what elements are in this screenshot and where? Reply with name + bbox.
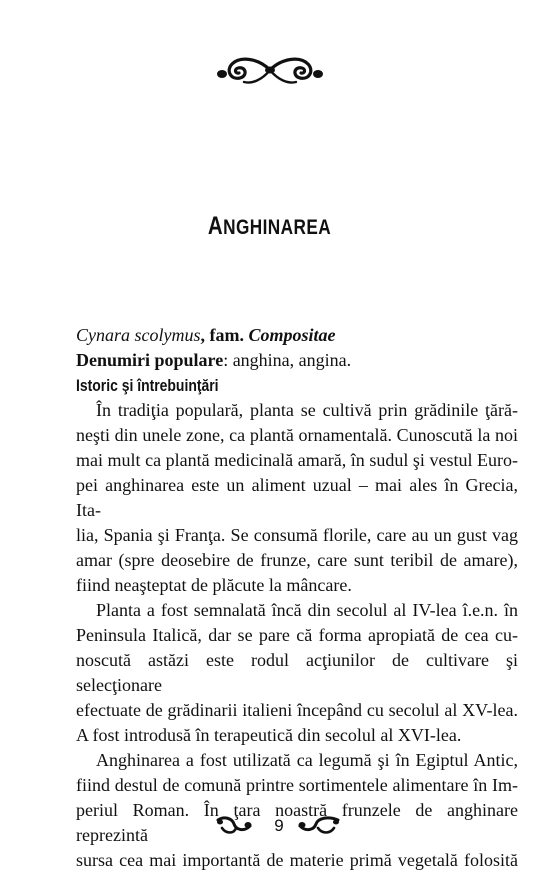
- family-name: Compositae: [248, 325, 336, 345]
- page-number: 9: [274, 816, 284, 835]
- text-line: fiind neaşteptat de plăcute la mâncare.: [76, 575, 352, 595]
- text-line: Peninsula Italică, dar se pare că forma apropiată de cea cu-: [76, 625, 518, 645]
- page-body: [76, 323, 518, 873]
- chapter-title-initial: A: [207, 212, 224, 240]
- family-label: fam.: [205, 325, 249, 345]
- popular-names-line: [76, 348, 518, 373]
- popular-names-value: : anghina, angina.: [223, 350, 352, 370]
- species-line: [76, 323, 518, 348]
- text-line: neşti din unele zone, ca plantă ornamentală. Cunoscută la noi: [76, 425, 518, 445]
- text-line: efectuate de grădinarii italieni începând cu secolul al XV-lea.: [76, 700, 518, 720]
- text-line: fiind destul de comună printre sortimentele alimentare în Im-: [76, 775, 518, 795]
- ornament-right-icon: [296, 814, 342, 836]
- text-line: sursa cea mai importantă de materie primă vegetală folosită: [76, 850, 518, 870]
- ornament-left-icon: [214, 814, 254, 836]
- text-line: pei anghinarea este un aliment uzual – mai ales în Grecia, Ita-: [76, 475, 518, 520]
- text-line: Planta a fost semnalată încă din secolul al IV-lea î.e.n. în: [96, 600, 518, 620]
- section-heading: Istoric şi întrebuinţări: [76, 376, 219, 395]
- chapter-title-rest: NGHINAREA: [223, 216, 332, 239]
- text-line: noscută astăzi este rodul acţiunilor de cultivare şi selecţionare: [76, 650, 518, 695]
- text-line: lia, Spania şi Franţa. Se consumă florile, care au un gust vag: [76, 525, 518, 545]
- text-line: periul Roman. În ţara noastră frunzele de anghinare reprezintă: [76, 800, 518, 845]
- text-line: amar (spre deosebire de frunze, care sunt teribil de amare),: [76, 550, 518, 570]
- text-line: mai mult ca plantă medicinală amară, în sudul şi vestul Euro-: [76, 450, 518, 470]
- ornament-flourish-icon: [210, 52, 330, 88]
- species-latin-name: Cynara scolymus: [76, 325, 201, 345]
- chapter-title: [49, 212, 491, 241]
- page-footer: [0, 808, 539, 838]
- text-line: A fost introdusă în terapeutică din secolul al XVI-lea.: [76, 725, 462, 745]
- popular-names-label: Denumiri populare: [76, 350, 224, 370]
- species-comma: ,: [200, 325, 205, 345]
- text-line: Anghinarea a fost utilizată ca legumă şi în Egiptul Antic,: [96, 750, 518, 770]
- text-line: În tradiţia populară, planta se cultivă prin grădinile ţără-: [96, 400, 518, 420]
- section-heading-line: [76, 373, 518, 398]
